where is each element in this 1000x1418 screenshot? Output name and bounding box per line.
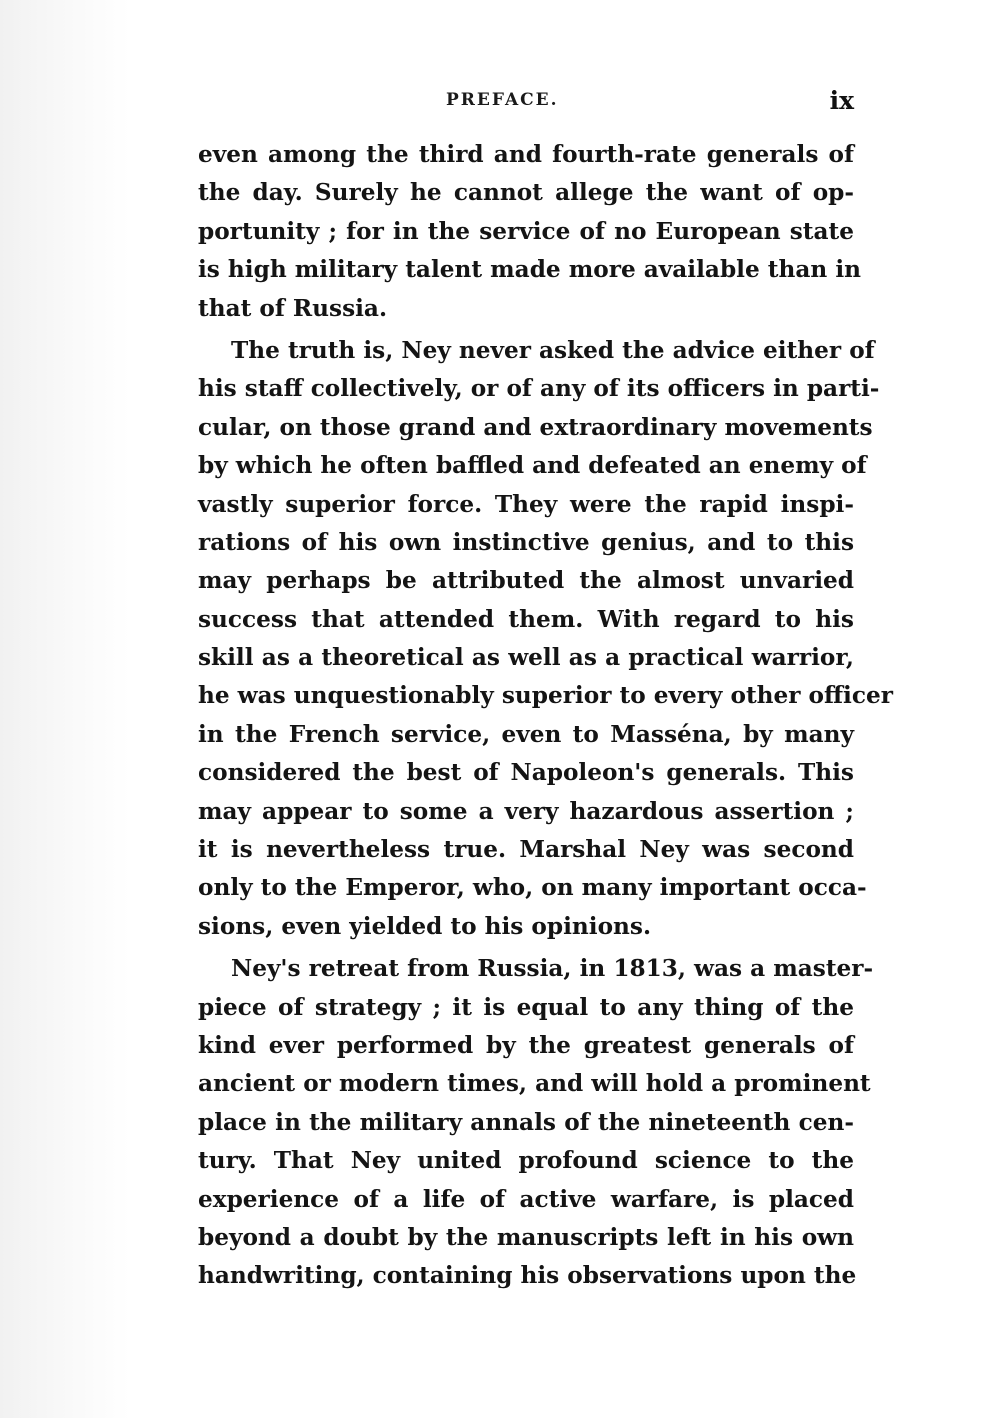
text-line: success that attended them. With regard to his bbox=[198, 605, 854, 633]
text-line: ancient or modern times, and will hold a prominent bbox=[198, 1070, 871, 1098]
page-number: ix bbox=[829, 86, 854, 115]
text-line: place in the military annals of the nineteenth cen- bbox=[198, 1108, 854, 1136]
page-header bbox=[198, 86, 854, 122]
text-line: vastly superior force. They were the rapid inspi- bbox=[198, 490, 854, 518]
text-line: only to the Emperor, who, on many important occa- bbox=[198, 874, 867, 902]
text-line: may appear to some a very hazardous assertion ; bbox=[198, 797, 854, 825]
text-line: may perhaps be attributed the almost unvaried bbox=[198, 567, 854, 595]
text-line: beyond a doubt by the manuscripts left in his own bbox=[198, 1223, 854, 1251]
text-line: experience of a life of active warfare, is placed bbox=[198, 1185, 854, 1213]
text-line: it is nevertheless true. Marshal Ney was second bbox=[198, 836, 854, 864]
paragraph-3 bbox=[198, 950, 874, 1296]
text-line: handwriting, containing his observations upon the bbox=[198, 1262, 857, 1290]
text-line: he was unquestionably superior to every other officer bbox=[198, 682, 893, 710]
paragraph-2 bbox=[198, 332, 893, 946]
paragraph-1 bbox=[198, 136, 861, 328]
text-line: piece of strategy ; it is equal to any thing of the bbox=[198, 993, 854, 1021]
text-line: in the French service, even to Masséna, by many bbox=[198, 720, 854, 748]
text-line: that of Russia. bbox=[198, 294, 388, 322]
text-line: portunity ; for in the service of no European state bbox=[198, 217, 854, 245]
text-line: by which he often baffled and defeated an enemy of bbox=[198, 452, 867, 480]
text-line: his staff collectively, or of any of its officers in parti- bbox=[198, 375, 880, 403]
text-line: even among the third and fourth-rate generals of bbox=[198, 141, 854, 168]
text-line: cular, on those grand and extraordinary movements bbox=[198, 413, 873, 441]
text-line: the day. Surely he cannot allege the want of op- bbox=[198, 179, 854, 207]
text-line: rations of his own instinctive genius, and to this bbox=[198, 528, 854, 556]
text-line: sions, even yielded to his opinions. bbox=[198, 912, 652, 940]
text-line: skill as a theoretical as well as a practical warrior, bbox=[198, 644, 854, 672]
text-line: is high military talent made more available than in bbox=[198, 256, 861, 284]
text-line: Ney's retreat from Russia, in 1813, was a master- bbox=[231, 955, 874, 983]
text-line: kind ever performed by the greatest generals of bbox=[198, 1031, 854, 1059]
text-line: The truth is, Ney never asked the advice either of bbox=[231, 336, 875, 364]
text-line: tury. That Ney united profound science to the bbox=[198, 1147, 854, 1175]
running-head: PREFACE. bbox=[446, 90, 559, 110]
scan-shadow-edge bbox=[0, 0, 130, 1418]
body-text bbox=[198, 136, 893, 1296]
text-line: considered the best of Napoleon's generals. This bbox=[198, 759, 854, 787]
